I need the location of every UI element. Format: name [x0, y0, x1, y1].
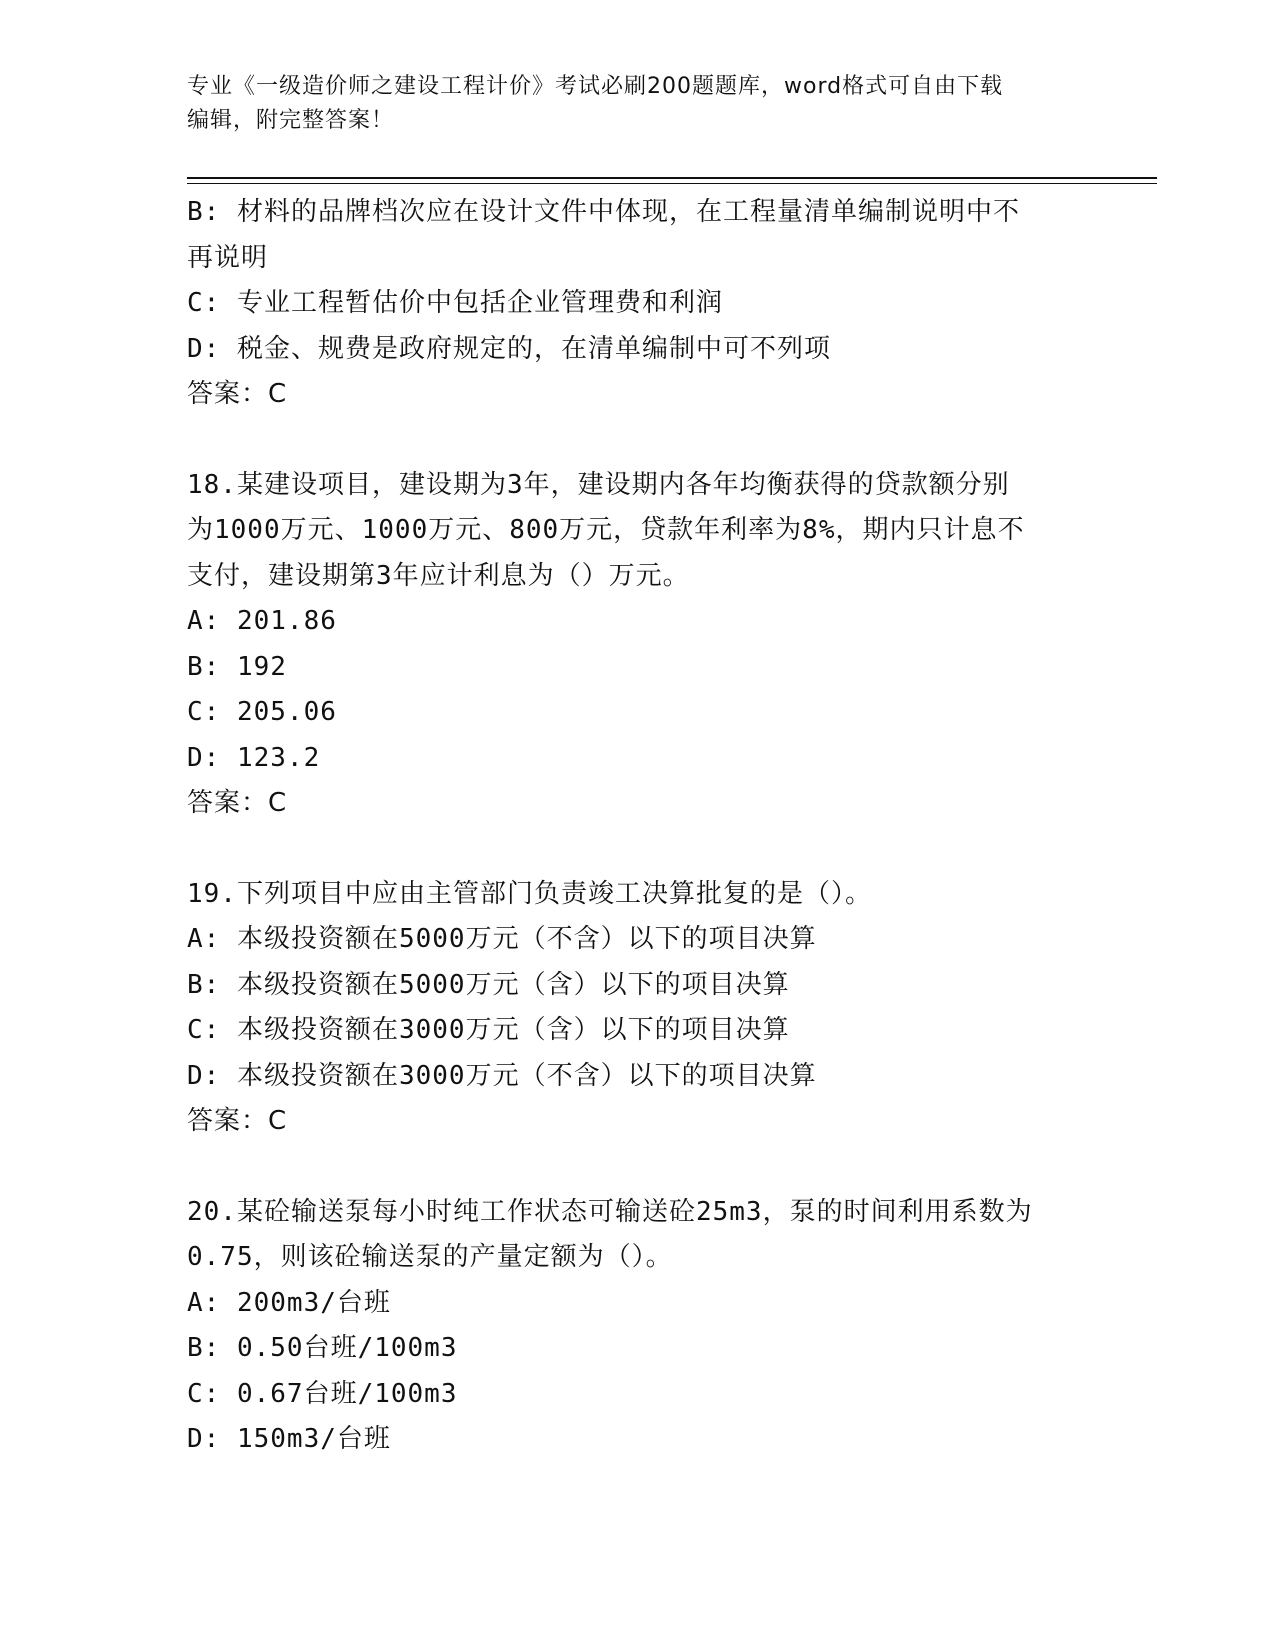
- option-a: A: 200m3/台班: [187, 1287, 391, 1318]
- question-20: [187, 1190, 1087, 1463]
- option-d: D: 税金、规费是政府规定的，在清单编制中可不列项: [187, 333, 831, 364]
- question-stem-line: 18.某建设项目，建设期为3年，建设期内各年均衡获得的贷款额分别: [187, 469, 1010, 500]
- option-b: B: 0.50台班/100m3: [187, 1333, 458, 1363]
- option-b: B: 材料的品牌档次应在设计文件中体现，在工程量清单编制说明中不: [187, 197, 1020, 227]
- option-c: C: 本级投资额在3000万元（含）以下的项目决算: [187, 1015, 790, 1045]
- option-c: C: 205.06: [187, 697, 337, 727]
- option-c: C: 专业工程暂估价中包括企业管理费和利润: [187, 288, 723, 318]
- header-line-2: 编辑，附完整答案！: [187, 108, 395, 133]
- option-d: D: 123.2: [187, 742, 321, 773]
- question-18: [187, 463, 1087, 827]
- option-b-continued: 再说明: [187, 242, 269, 273]
- answer-text: 答案：C: [187, 788, 288, 818]
- spacer: [187, 827, 1087, 872]
- question-stem-line: 0.75，则该砼输送泵的产量定额为（）。: [187, 1242, 673, 1272]
- header-rule-thin: [187, 183, 1157, 184]
- document-header: [187, 70, 1067, 138]
- answer-text: 答案：C: [187, 1106, 288, 1136]
- option-d: D: 本级投资额在3000万元（不含）以下的项目决算: [187, 1060, 817, 1091]
- spacer: [187, 1145, 1087, 1190]
- question-stem-line: 支付，建设期第3年应计利息为（）万元。: [187, 560, 690, 591]
- option-a: A: 201.86: [187, 606, 337, 636]
- question-stem-line: 19.下列项目中应由主管部门负责竣工决算批复的是（）。: [187, 878, 872, 909]
- option-d: D: 150m3/台班: [187, 1424, 391, 1454]
- document-body: [187, 190, 1087, 1463]
- question-stem-line: 为1000万元、1000万元、800万元，贷款年利率为8%，期内只计息不: [187, 515, 1025, 545]
- question-stem-line: 20.某砼输送泵每小时纯工作状态可输送砼25m3，泵的时间利用系数为: [187, 1196, 1033, 1227]
- option-b: B: 本级投资额在5000万元（含）以下的项目决算: [187, 969, 790, 1000]
- question-17-continuation: [187, 190, 1087, 418]
- question-19: [187, 872, 1087, 1145]
- header-rule-thick: [187, 177, 1157, 179]
- option-a: A: 本级投资额在5000万元（不含）以下的项目决算: [187, 924, 817, 954]
- spacer: [187, 418, 1087, 463]
- answer-text: 答案：C: [187, 379, 288, 409]
- option-b: B: 192: [187, 651, 287, 682]
- header-line-1: 专业《一级造价师之建设工程计价》考试必刷200题题库，word格式可自由下载: [187, 74, 1004, 99]
- option-c: C: 0.67台班/100m3: [187, 1378, 458, 1409]
